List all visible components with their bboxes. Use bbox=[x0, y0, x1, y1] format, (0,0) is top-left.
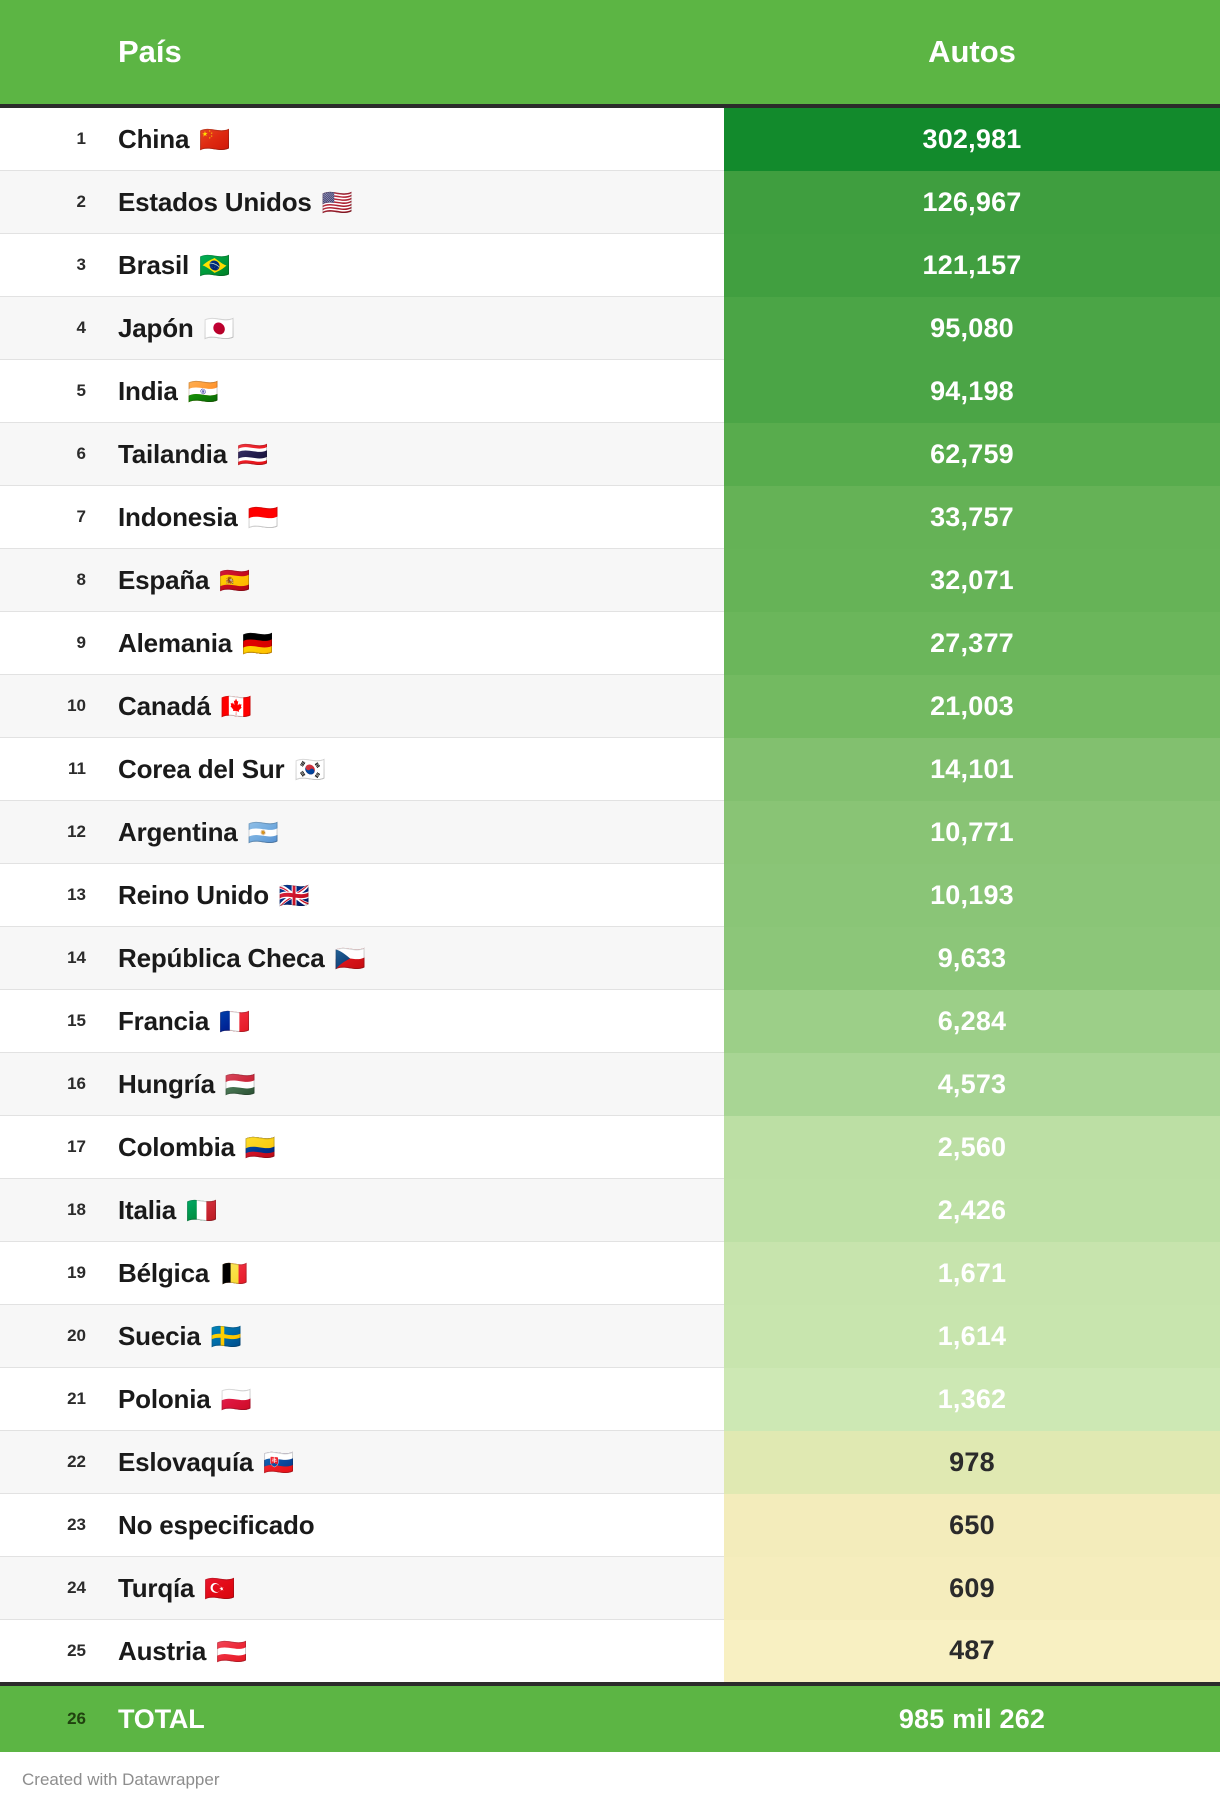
row-value: 650 bbox=[724, 1494, 1220, 1557]
flag-icon: 🇭🇺 bbox=[224, 1070, 256, 1099]
row-value: 978 bbox=[724, 1431, 1220, 1494]
row-rank: 18 bbox=[0, 1179, 108, 1242]
table-row bbox=[0, 801, 1220, 864]
row-value: 487 bbox=[724, 1620, 1220, 1685]
table-row bbox=[0, 1242, 1220, 1305]
row-country-label: Argentina bbox=[118, 816, 238, 847]
row-country bbox=[108, 1684, 724, 1752]
row-value: 9,633 bbox=[724, 927, 1220, 990]
row-value: 2,560 bbox=[724, 1116, 1220, 1179]
row-value: 2,426 bbox=[724, 1179, 1220, 1242]
table-row bbox=[0, 360, 1220, 423]
row-value: 1,362 bbox=[724, 1368, 1220, 1431]
row-country-label: Polonia bbox=[118, 1383, 211, 1414]
flag-icon: 🇦🇹 bbox=[216, 1637, 248, 1666]
flag-icon: 🇦🇷 bbox=[247, 818, 279, 847]
row-rank: 21 bbox=[0, 1368, 108, 1431]
row-rank: 7 bbox=[0, 486, 108, 549]
flag-icon: 🇬🇧 bbox=[278, 881, 310, 910]
row-country bbox=[108, 1242, 724, 1305]
row-country-label: Eslovaquía bbox=[118, 1446, 254, 1477]
row-country-label: Bélgica bbox=[118, 1257, 210, 1288]
flag-icon: 🇸🇪 bbox=[210, 1322, 242, 1351]
table-row bbox=[0, 927, 1220, 990]
table-row bbox=[0, 675, 1220, 738]
row-country-label: República Checa bbox=[118, 942, 325, 973]
row-country-label: Colombia bbox=[118, 1131, 235, 1162]
table-row bbox=[0, 1305, 1220, 1368]
row-country bbox=[108, 486, 724, 549]
table-header bbox=[0, 0, 1220, 106]
row-country-label: Suecia bbox=[118, 1320, 201, 1351]
flag-icon: 🇯🇵 bbox=[203, 314, 235, 343]
row-country-label: Tailandia bbox=[118, 438, 227, 469]
row-rank: 16 bbox=[0, 1053, 108, 1116]
table-row bbox=[0, 864, 1220, 927]
row-rank: 11 bbox=[0, 738, 108, 801]
table-row bbox=[0, 1620, 1220, 1685]
table-row bbox=[0, 423, 1220, 486]
row-country-label: España bbox=[118, 564, 210, 595]
row-country-label: Turqía bbox=[118, 1572, 195, 1603]
table-row bbox=[0, 1494, 1220, 1557]
flag-icon: 🇮🇹 bbox=[186, 1196, 217, 1225]
row-country bbox=[108, 297, 724, 360]
column-header-rank[interactable] bbox=[0, 0, 108, 106]
row-country bbox=[108, 990, 724, 1053]
row-value: 14,101 bbox=[724, 738, 1220, 801]
row-value: 33,757 bbox=[724, 486, 1220, 549]
row-rank: 17 bbox=[0, 1116, 108, 1179]
row-rank: 4 bbox=[0, 297, 108, 360]
row-country bbox=[108, 1557, 724, 1620]
row-country-label: Estados Unidos bbox=[118, 186, 312, 217]
row-value: 985 mil 262 bbox=[724, 1684, 1220, 1752]
row-country-label: Japón bbox=[118, 312, 194, 343]
row-value: 121,157 bbox=[724, 234, 1220, 297]
row-value: 21,003 bbox=[724, 675, 1220, 738]
table-row bbox=[0, 1431, 1220, 1494]
row-country bbox=[108, 675, 724, 738]
flag-icon: 🇸🇰 bbox=[263, 1448, 295, 1477]
row-value: 95,080 bbox=[724, 297, 1220, 360]
row-country bbox=[108, 1053, 724, 1116]
table-row bbox=[0, 106, 1220, 171]
row-value: 1,614 bbox=[724, 1305, 1220, 1368]
row-country-label: Corea del Sur bbox=[118, 753, 285, 784]
row-rank: 13 bbox=[0, 864, 108, 927]
row-country-label: Hungría bbox=[118, 1068, 215, 1099]
row-value: 126,967 bbox=[724, 171, 1220, 234]
row-rank: 12 bbox=[0, 801, 108, 864]
row-value: 32,071 bbox=[724, 549, 1220, 612]
row-country-label: China bbox=[118, 123, 190, 154]
table-row-total bbox=[0, 1684, 1220, 1752]
table-row bbox=[0, 1557, 1220, 1620]
row-country-label: Francia bbox=[118, 1005, 210, 1036]
row-rank: 2 bbox=[0, 171, 108, 234]
table-row bbox=[0, 612, 1220, 675]
row-rank: 10 bbox=[0, 675, 108, 738]
row-rank: 24 bbox=[0, 1557, 108, 1620]
row-country-label: Austria bbox=[118, 1635, 207, 1666]
row-country-label: Reino Unido bbox=[118, 879, 269, 910]
table-row bbox=[0, 234, 1220, 297]
row-rank: 1 bbox=[0, 106, 108, 171]
row-value: 10,193 bbox=[724, 864, 1220, 927]
table-row bbox=[0, 486, 1220, 549]
row-rank: 14 bbox=[0, 927, 108, 990]
flag-icon: 🇺🇸 bbox=[321, 188, 353, 217]
row-value: 609 bbox=[724, 1557, 1220, 1620]
flag-icon: 🇪🇸 bbox=[219, 566, 251, 595]
row-country-label: Canadá bbox=[118, 690, 211, 721]
row-rank: 20 bbox=[0, 1305, 108, 1368]
row-country bbox=[108, 106, 724, 171]
row-country bbox=[108, 1179, 724, 1242]
row-country-label: No especificado bbox=[118, 1509, 315, 1540]
row-value: 62,759 bbox=[724, 423, 1220, 486]
row-country-label: Brasil bbox=[118, 249, 190, 280]
row-country-label: India bbox=[118, 375, 178, 406]
row-country-label: Italia bbox=[118, 1194, 177, 1225]
row-country bbox=[108, 1494, 724, 1557]
table-body bbox=[0, 106, 1220, 1752]
datawrapper-credit[interactable]: Created with Datawrapper bbox=[22, 1770, 220, 1789]
row-country bbox=[108, 1116, 724, 1179]
row-rank: 26 bbox=[0, 1684, 108, 1752]
table-row bbox=[0, 1179, 1220, 1242]
flag-icon: 🇹🇷 bbox=[204, 1574, 236, 1603]
flag-icon: 🇧🇪 bbox=[219, 1259, 251, 1288]
table-row bbox=[0, 990, 1220, 1053]
row-rank: 25 bbox=[0, 1620, 108, 1685]
row-country-label: Alemania bbox=[118, 627, 233, 658]
table-row bbox=[0, 1116, 1220, 1179]
row-country bbox=[108, 801, 724, 864]
row-value: 10,771 bbox=[724, 801, 1220, 864]
row-rank: 6 bbox=[0, 423, 108, 486]
row-country-label: TOTAL bbox=[118, 1703, 205, 1734]
flag-icon: 🇰🇷 bbox=[294, 755, 326, 784]
table-row bbox=[0, 1053, 1220, 1116]
row-value: 1,671 bbox=[724, 1242, 1220, 1305]
row-value: 4,573 bbox=[724, 1053, 1220, 1116]
flag-icon: 🇵🇱 bbox=[220, 1385, 252, 1414]
header-row bbox=[0, 0, 1220, 106]
row-rank: 23 bbox=[0, 1494, 108, 1557]
flag-icon: 🇮🇩 bbox=[247, 503, 279, 532]
flag-icon: 🇨🇴 bbox=[244, 1133, 276, 1162]
row-value: 27,377 bbox=[724, 612, 1220, 675]
row-country bbox=[108, 1620, 724, 1685]
row-country bbox=[108, 423, 724, 486]
row-rank: 3 bbox=[0, 234, 108, 297]
row-rank: 9 bbox=[0, 612, 108, 675]
flag-icon: 🇩🇪 bbox=[242, 629, 273, 658]
row-country bbox=[108, 927, 724, 990]
column-header-country[interactable]: País bbox=[108, 0, 724, 106]
row-value: 6,284 bbox=[724, 990, 1220, 1053]
flag-icon: 🇨🇳 bbox=[199, 125, 231, 154]
row-rank: 19 bbox=[0, 1242, 108, 1305]
table-row bbox=[0, 549, 1220, 612]
row-country bbox=[108, 171, 724, 234]
table-row bbox=[0, 1368, 1220, 1431]
row-country bbox=[108, 864, 724, 927]
row-country bbox=[108, 1305, 724, 1368]
row-rank: 8 bbox=[0, 549, 108, 612]
flag-icon: 🇫🇷 bbox=[219, 1007, 251, 1036]
row-country bbox=[108, 549, 724, 612]
row-country bbox=[108, 1431, 724, 1494]
table-row bbox=[0, 738, 1220, 801]
row-value: 302,981 bbox=[724, 106, 1220, 171]
row-country bbox=[108, 1368, 724, 1431]
row-country bbox=[108, 234, 724, 297]
flag-icon: 🇨🇦 bbox=[220, 692, 252, 721]
flag-icon: 🇮🇳 bbox=[187, 377, 219, 406]
flag-icon: 🇨🇿 bbox=[334, 944, 366, 973]
row-country bbox=[108, 738, 724, 801]
row-rank: 15 bbox=[0, 990, 108, 1053]
row-rank: 5 bbox=[0, 360, 108, 423]
row-rank: 22 bbox=[0, 1431, 108, 1494]
table-row bbox=[0, 171, 1220, 234]
row-country bbox=[108, 612, 724, 675]
row-country bbox=[108, 360, 724, 423]
flag-icon: 🇹🇭 bbox=[236, 440, 268, 469]
table-row bbox=[0, 297, 1220, 360]
flag-icon: 🇧🇷 bbox=[199, 251, 230, 280]
row-value: 94,198 bbox=[724, 360, 1220, 423]
column-header-value[interactable]: Autos bbox=[724, 0, 1220, 106]
row-country-label: Indonesia bbox=[118, 501, 238, 532]
